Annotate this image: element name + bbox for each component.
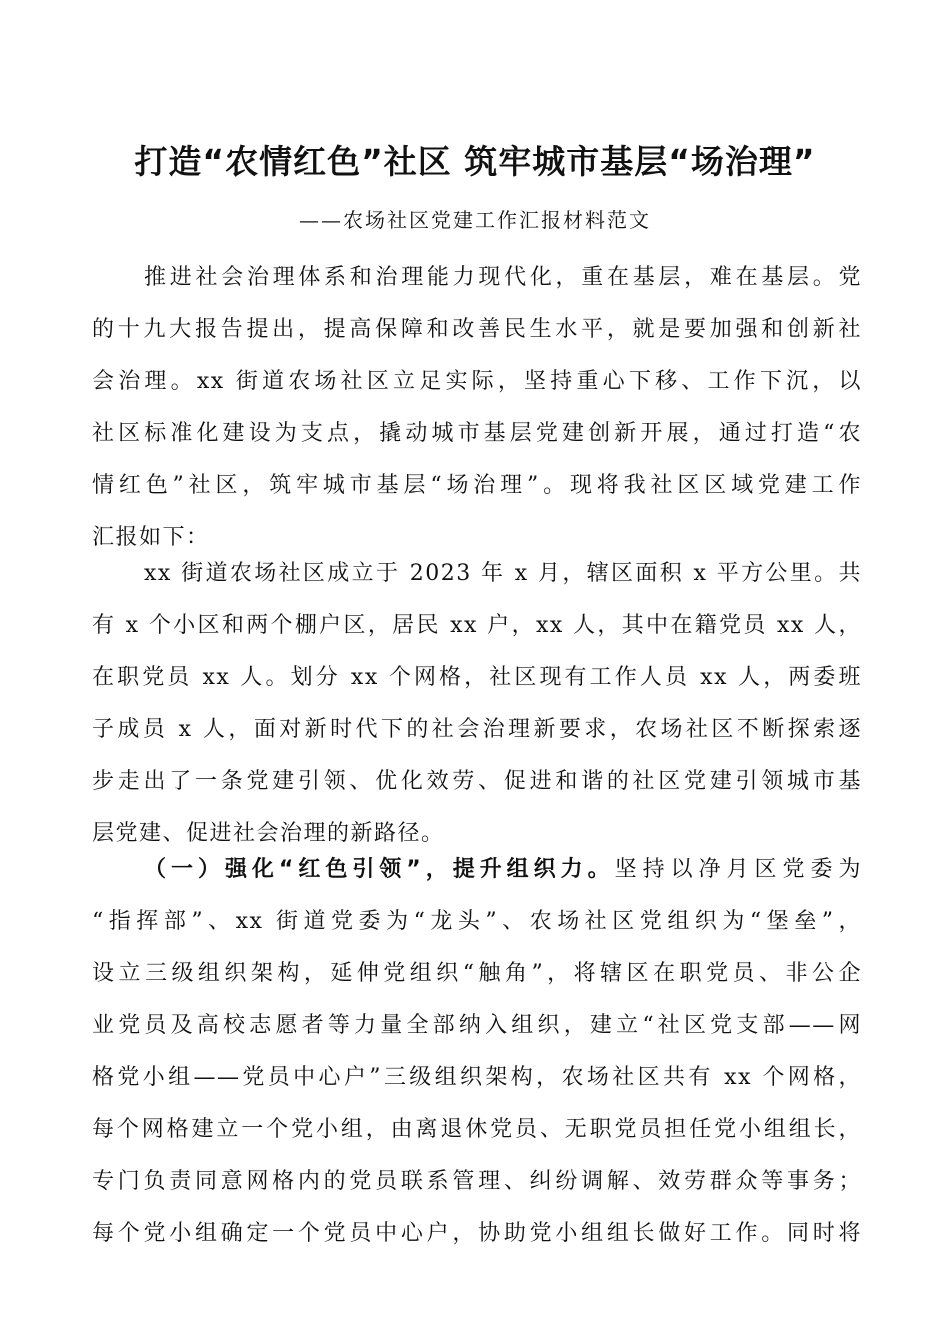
paragraph-line: 步走出了一条党建引领、优化效劳、促进和谐的社区党建引领城市基	[92, 769, 862, 794]
paragraph-line: 设立三级组织架构，延伸党组织“触角”，将辖区在职党员、非公企	[92, 961, 862, 986]
paragraph-line: “指挥部”、xx 街道党委为“龙头”、农场社区党组织为“堡垒”，	[92, 909, 862, 934]
document-subtitle: ——农场社区党建工作汇报材料范文	[299, 208, 651, 232]
paragraph-line: 情红色”社区，筑牢城市基层“场治理”。现将我社区区域党建工作	[92, 473, 862, 498]
paragraph-line: xx 街道农场社区成立于 2023 年 x 月，辖区面积 x 平方公里。共	[144, 561, 862, 586]
paragraph-line: 专门负责同意网格内的党员联系管理、纠纷调解、效劳群众等事务；	[92, 1169, 862, 1194]
section-heading: （一）强化“红色引领”，提升组织力。	[144, 857, 615, 882]
paragraph-line: 业党员及高校志愿者等力量全部纳入组织，建立“社区党支部——网	[92, 1013, 862, 1038]
paragraph-line	[92, 844, 862, 896]
paragraph-line: 有 x 个小区和两个棚户区，居民 xx 户，xx 人，其中在籍党员 xx 人，	[92, 613, 862, 638]
paragraph-overview	[92, 548, 862, 860]
paragraph-line: 推进社会治理体系和治理能力现代化，重在基层，难在基层。党	[144, 265, 862, 290]
paragraph-line: 子成员 x 人，面对新时代下的社会治理新要求，农场社区不断探索逐	[92, 717, 862, 742]
paragraph-line: 社区标准化建设为支点，撬动城市基层党建创新开展，通过打造“农	[92, 421, 862, 446]
section-heading-rest: 坚持以净月区党委为	[614, 857, 862, 882]
paragraph-line: 会治理。xx 街道农场社区立足实际，坚持重心下移、工作下沉，以	[92, 369, 862, 394]
paragraph-intro	[92, 252, 862, 564]
paragraph-line: 在职党员 xx 人。划分 xx 个网格，社区现有工作人员 xx 人，两委班	[92, 665, 862, 690]
paragraph-line: 层党建、促进社会治理的新路径。	[92, 821, 445, 846]
paragraph-line: 的十九大报告提出，提高保障和改善民生水平，就是要加强和创新社	[92, 317, 862, 342]
paragraph-line: 每个网格建立一个党小组，由离退休党员、无职党员担任党小组组长，	[92, 1117, 862, 1142]
paragraph-section-one	[92, 844, 862, 1260]
document-title: 打造“农情红色”社区 筑牢城市基层“场治理”	[134, 142, 816, 181]
paragraph-line: 格党小组——党员中心户”三级组织架构，农场社区共有 xx 个网格，	[92, 1065, 862, 1090]
paragraph-line: 汇报如下：	[92, 525, 210, 550]
paragraph-line: 每个党小组确定一个党员中心户，协助党小组组长做好工作。同时将	[92, 1221, 862, 1246]
